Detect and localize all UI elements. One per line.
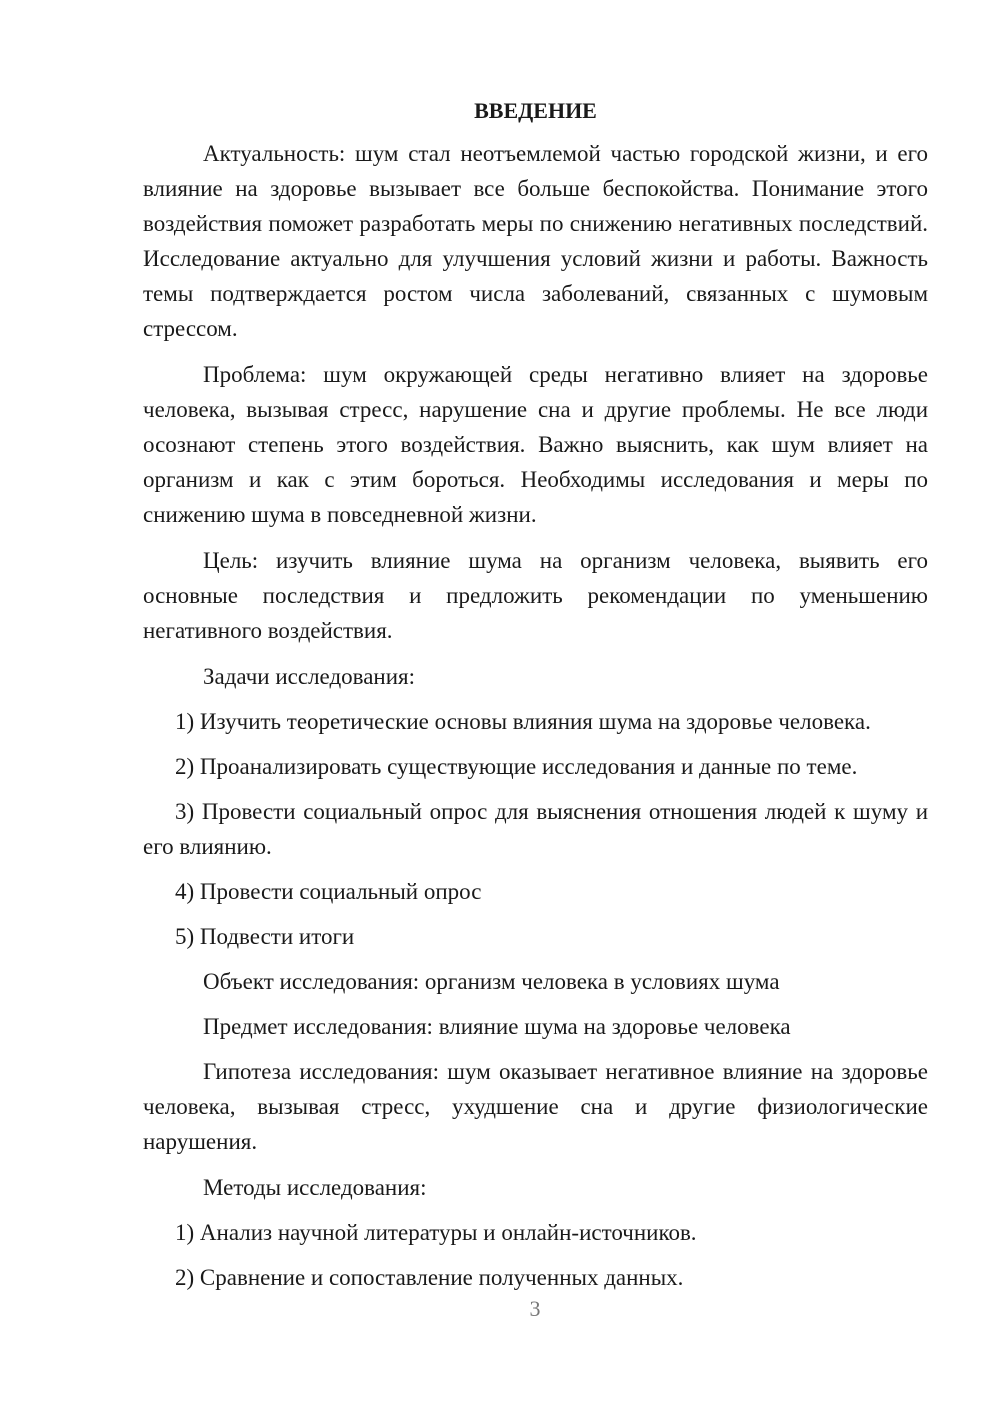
page-title: ВВЕДЕНИЕ (474, 98, 597, 123)
tasks-heading: Задачи исследования: (203, 664, 416, 689)
method-item-1: 1) Анализ научной литературы и онлайн-источников. (175, 1220, 697, 1245)
hypothesis-paragraph: Гипотеза исследования: шум оказывает негативное влияние на здоровье человека, вызывая стресс, ухудшение сна и другие физиологические нарушения. (143, 1059, 928, 1154)
task-item-2: 2) Проанализировать существующие исследования и данные по теме. (175, 754, 858, 779)
method-item-2: 2) Сравнение и сопоставление полученных данных. (175, 1265, 684, 1290)
methods-heading: Методы исследования: (203, 1175, 427, 1200)
task-item-4: 4) Провести социальный опрос (175, 879, 482, 904)
goal-paragraph: Цель: изучить влияние шума на организм человека, выявить его основные последствия и предложить рекомендации по уменьшению негативного воздействия. (143, 548, 928, 643)
task-item-5: 5) Подвести итоги (175, 924, 355, 949)
problem-paragraph: Проблема: шум окружающей среды негативно влияет на здоровье человека, вызывая стресс, нарушение сна и другие проблемы. Не все люди осознают степень этого воздействия. Важно выяснить, как шум влияет на организм и как с этим бороться. Необходимы исследования и меры по снижению шума в повседневной жизни. (143, 362, 928, 527)
task-item-3: 3) Провести социальный опрос для выяснения отношения людей к шуму и его влиянию. (143, 799, 928, 859)
page-number: 3 (529, 1296, 541, 1321)
document-page (143, 96, 928, 1305)
task-item-1: 1) Изучить теоретические основы влияния шума на здоровье человека. (175, 709, 871, 734)
subject-line: Предмет исследования: влияние шума на здоровье человека (203, 1014, 791, 1039)
relevance-paragraph: Актуальность: шум стал неотъемлемой частью городской жизни, и его влияние на здоровье вызывает все больше беспокойства. Понимание этого воздействия поможет разработать меры по снижению негативных последствий. Исследование актуально для улучшения условий жизни и работы. Важность темы подтверждается ростом числа заболеваний, связанных с шумовым стрессом. (143, 141, 928, 341)
object-line: Объект исследования: организм человека в условиях шума (203, 969, 780, 994)
